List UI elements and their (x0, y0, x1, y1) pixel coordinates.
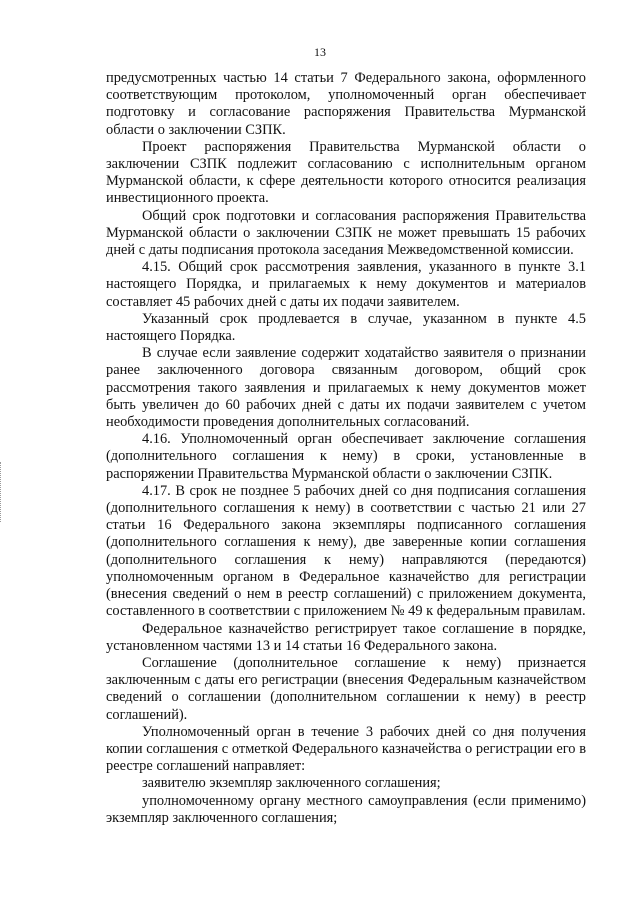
clause-4-16: 4.16. Уполномоченный орган обеспечивает заключение соглашения (дополнительного соглашения к нему) в сроки, установленные в распоряжении Правительства Мурманской области о заключении СЗПК. (106, 431, 586, 482)
paragraph: Общий срок подготовки и согласования распоряжения Правительства Мурманской области о заключении СЗПК не может превышать 15 рабочих дней с даты подписания протокола заседания Межведомственной комиссии. (106, 207, 586, 259)
paragraph: Уполномоченный орган в течение 3 рабочих дней со дня получения копии соглашения с отметкой Федерального казначейства о регистрации его в реестре соглашений направляет: (106, 723, 586, 775)
document-body (106, 70, 586, 827)
list-item: уполномоченному органу местного самоуправления (если применимо) экземпляр заключенного соглашения; (106, 792, 586, 826)
paragraph: Указанный срок продлевается в случае, указанном в пункте 4.5 настоящего Порядка. (106, 310, 586, 345)
list-item: заявителю экземпляр заключенного соглашения; (142, 775, 441, 792)
clause-4-15: 4.15. Общий срок рассмотрения заявления, указанного в пункте 3.1 настоящего Порядка, и прилагаемых к нему документов и материалов составляет 45 рабочих дней с даты их подачи заявителем. (106, 259, 586, 310)
paragraph: Федеральное казначейство регистрирует такое соглашение в порядке, установленном частями 13 и 14 статьи 16 Федерального закона. (106, 620, 586, 654)
paragraph: Проект распоряжения Правительства Мурманской области о заключении СЗПК подлежит согласованию с исполнительным органом Мурманской области, к сфере деятельности которого относится реализация инвестиционного проекта. (106, 138, 586, 207)
paragraph: предусмотренных частью 14 статьи 7 Федерального закона, оформленного соответствующим протоколом, уполномоченный орган обеспечивает подготовку и согласование распоряжения Правительства Мурманской области о заключении СЗПК. (106, 70, 586, 138)
page-number: 13 (314, 45, 326, 59)
paragraph: Соглашение (дополнительное соглашение к нему) признается заключенным с даты его регистрации (внесения Федеральным казначейством сведений о соглашении (дополнительном соглашении к нему) в реестр соглашений). (106, 654, 586, 723)
binding-margin-mark (0, 462, 5, 522)
clause-4-17: 4.17. В срок не позднее 5 рабочих дней со дня подписания соглашения (дополнительного соглашения к нему) в соответствии с частью 21 или 27 статьи 16 Федерального закона экземпляры подписанного соглашения (дополнительного соглашения к нему), две заверенные копии соглашения (дополнительного соглашения к нему) направляются (передаются) уполномоченным органом в Федеральное казначейство для регистрации (внесения сведений о нем в реестр соглашений) с приложением документа, составленного в соответствии с приложением № 49 к федеральным правилам. (106, 482, 586, 620)
paragraph: В случае если заявление содержит ходатайство заявителя о признании ранее заключенного договора связанным договором, общий срок рассмотрения такого заявления и прилагаемых к нему документов может быть увеличен до 60 рабочих дней с даты их подачи заявителем с учетом необходимости проведения дополнительных согласований. (106, 345, 586, 431)
